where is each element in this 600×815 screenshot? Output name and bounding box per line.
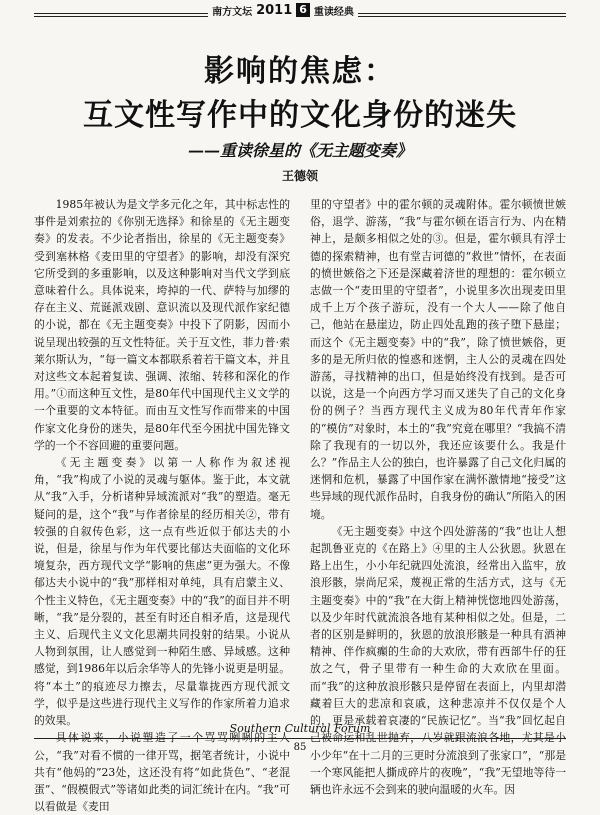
footer-journal-name: Southern Cultural Forum [229,722,371,735]
paragraph: 《无主题变奏》中这个四处游荡的“我”也让人想起凯鲁亚克的《在路上》④里的主人公狄恩。狄恩在路上出生，小小年纪就四处流浪，经常出入监牢，放浪形骸，崇尚尼采，蔑视正常的生活方式，这与《无主题变奏》中的“我”在大街上精神恍惚地四处游荡，以及少年时代就流浪各地有某种相似之处。但是，二者的区别是鲜明的，狄恩的放浪形骸是一种具有酒神精神、伴作疯癫的生命的大欢欣，带有西部牛仔的狂放之气，骨子里带有一种生命的大欢欣在里面。而“我”的这种放浪形骸只是停留在表面上，内里却潜藏着巨大的悲凉和哀戚，这种悲凉并不仅仅是个人的，更是承载着哀凄的“民族记忆”。当“我”回忆起自己被命运和乱世抛弃，八岁就跟流浪各地，尤其是小小少年“在十二月的三更时分流浪到了张家口”，“那是一个寒风能把人撕成碎片的夜晚”，“我”无望地等待一辆也许永远不会到来的驶向温暖的火车。因 [310,524,566,796]
header-label [208,0,358,20]
footer-rule [34,738,566,739]
article-author: 王德领 [281,169,318,183]
paragraph: 《无主题变奏》以第一人称作为叙述视角，“我”构成了小说的灵魂与躯体。鉴于此，本文就从“我”入手，分析诸种异域流派对“我”的塑造。毫无疑问的是，这个“我”与作者徐星的经历相关②，带有较强的自叙传色彩，这一点有些近似于郁达夫的小说，但是，徐星与作为年代要比郁达夫面临的文化环境复杂，西方现代文学“影响的焦虑”更为强大。不像郁达夫小说中的“我”那样相对单纯，具有启蒙主义、个性主义特色，《无主题变奏》中的“我”的面目并不明晰，“我”是分裂的，甚至有时还自相矛盾，这是现代主义、后现代主义文化思潮共同投射的结果。小说从人物到氛围，让人感觉到一种陌生感、异域感。这种感觉，到1986年以后余华等人的先锋小说更是明显。将“本土”的痕迹尽力擦去，尽量靠拢西方现代派文学，似乎是这些进行现代主义写作的作家所着力追求的效果。 [34,456,290,728]
paragraph: 具体说来，小说塑造了一个骂骂咧咧的主人公，“我”对看不惯的一律开骂，据笔者统计，小说中共有“他妈的”23处，这还没有将“如此货色”、“老混蛋”、“假模假式”等诸如此类的词汇统计在内。“我”可以看做是《麦田 [34,731,290,814]
article-subtitle: ——重读徐星的《无主题变奏》 [187,141,412,160]
paragraph: 1985年被认为是文学多元化之年，其中标志性的事件是刘索拉的《你别无选择》和徐星的《无主题变奏》的发表。不少论者指出，徐星的《无主题变奏》受到塞林格《麦田里的守望者》的影响，却没有深究它所受到的多重影响，以及这种影响对当代文学到底意味着什么。具体说来，垮掉的一代、萨特与加缪的存在主义、荒诞派戏剧、意识流以及现代派作家纪德的小说，都在《无主题变奏》中投下了阴影，因而小说呈现出较强的互文性特征。关于互文性，菲力普·索莱尔斯认为，“每一篇文本都联系着若干篇文本，并且对这些文本起着复读、强调、浓缩、转移和深化的作用。”①而这种互文性，是80年代中国现代主义文学的一个重要的文本特征。而由互文性写作而带来的中国作家文化身份的迷失，是80年代至今困扰中国先锋文学的一个不容回避的重要问题。 [34,198,290,452]
header-issue-number: 6 [296,3,310,17]
header-year: 2011 [256,2,293,18]
paragraph-continued: 里的守望者》中的霍尔顿的灵魂附体。霍尔顿愤世嫉俗，退学、游荡，“我”与霍尔顿在语言行为、内在精神上，是颇多相似之处的③。但是，霍尔顿具有浮士德的探索精神，也有堂吉诃德的“救世”情怀，在表面的愤世嫉俗之下还是深藏着济世的理想的：霍尔顿立志做一个“麦田里的守望者”，小说里多次出现麦田里成千上万个孩子游玩，没有一个大人——除了他自己，他站在悬崖边，防止四处乱跑的孩子堕下悬崖；而这个《无主题变奏》中的“我”，除了愤世嫉俗，更多的是无所归依的惶惑和迷惘，主人公的灵魂在四处游荡，寻找精神的出口，但是始终没有找到。是否可以说，这是一个向西方学习而又迷失了自己的文化身份的例子？当西方现代主义成为80年代青年作家的“模仿”对象时，本土的“我”究竟在哪里？“我搞不清除了我现有的一切以外，我还应该要什么。我是什么？”作品主人公的独白，也许暴露了自己文化归属的迷惘和危机，暴露了中国作家在满怀激情地“接受”这些异域的现代派作品时，自我身份的确认”所陷入的困境。 [310,198,566,521]
right-text-column [310,196,566,798]
header-column-name: 重读经典 [313,6,354,18]
page-footer [0,718,600,755]
running-header [0,0,600,22]
article-title-line-1: 影响的焦虑： [204,54,396,89]
header-journal-name: 南方文坛 [212,6,253,18]
article-title-line-2: 互文性写作中的文化身份的迷失 [83,98,517,133]
page-number: 85 [293,742,307,753]
